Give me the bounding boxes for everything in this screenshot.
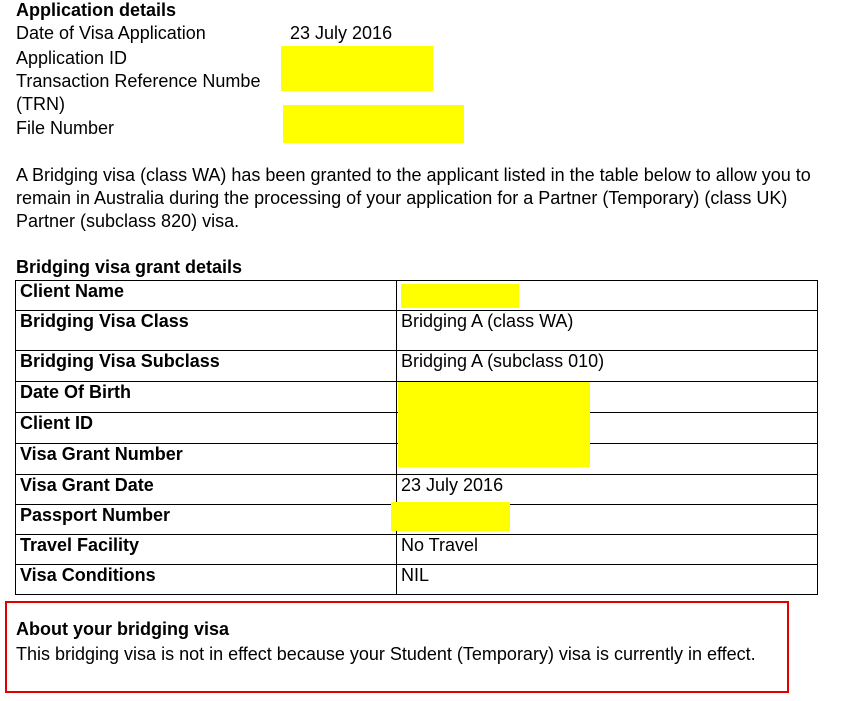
travel-facility-value: No Travel: [397, 535, 818, 565]
table-row: [16, 413, 818, 444]
client-id-value: [397, 413, 818, 444]
client-id-label: Client ID: [16, 413, 397, 444]
passport-number-redaction: [391, 502, 510, 531]
application-details-heading: Application details: [16, 0, 177, 20]
table-row: [16, 351, 818, 382]
application-id-redaction: [281, 46, 433, 91]
table-row: [16, 505, 818, 535]
table-row: [16, 535, 818, 565]
file-number-label: File Number: [16, 118, 115, 138]
grant-intro-paragraph: A Bridging visa (class WA) has been granted to the applicant listed in the table below to allow you to remain in Australia during the processing of your application for a Partner (Temporary) (class UK) Partner (subclass 820) visa.: [16, 165, 811, 231]
visa-grant-date-label: Visa Grant Date: [16, 475, 397, 505]
about-bridging-visa-text: This bridging visa is not in effect because your Student (Temporary) visa is currently in effect.: [16, 644, 756, 664]
application-id-label: Application ID: [16, 48, 128, 68]
file-number-redaction: [283, 105, 464, 143]
trn-label-continued: (TRN): [16, 94, 65, 114]
client-name-label: Client Name: [16, 281, 397, 311]
grant-details-table: [15, 280, 818, 595]
visa-conditions-value: NIL: [397, 565, 818, 595]
client-name-redaction: [401, 284, 519, 308]
grant-details-heading: Bridging visa grant details: [16, 257, 243, 277]
table-row: [16, 565, 818, 595]
passport-number-value: [397, 505, 818, 535]
visa-grant-date-value: 23 July 2016: [397, 475, 818, 505]
table-row: [16, 444, 818, 475]
date-of-visa-application-value: 23 July 2016: [290, 23, 393, 43]
bridging-visa-class-label: Bridging Visa Class: [16, 311, 397, 351]
bridging-visa-subclass-label: Bridging Visa Subclass: [16, 351, 397, 382]
table-row: [16, 311, 818, 351]
bridging-visa-subclass-value: Bridging A (subclass 010): [397, 351, 818, 382]
date-of-birth-value: [397, 382, 818, 413]
date-of-birth-label: Date Of Birth: [16, 382, 397, 413]
travel-facility-label: Travel Facility: [16, 535, 397, 565]
date-of-visa-application-label: Date of Visa Application: [16, 23, 206, 43]
visa-grant-number-label: Visa Grant Number: [16, 444, 397, 475]
client-name-value: [397, 281, 818, 311]
trn-label: Transaction Reference Numbe: [16, 71, 261, 91]
table-row: [16, 382, 818, 413]
passport-number-label: Passport Number: [16, 505, 397, 535]
bridging-visa-class-value: Bridging A (class WA): [397, 311, 818, 351]
visa-conditions-label: Visa Conditions: [16, 565, 397, 595]
table-row: [16, 281, 818, 311]
about-bridging-visa-heading: About your bridging visa: [16, 619, 230, 639]
table-row: [16, 475, 818, 505]
visa-grant-number-value: [397, 444, 818, 475]
